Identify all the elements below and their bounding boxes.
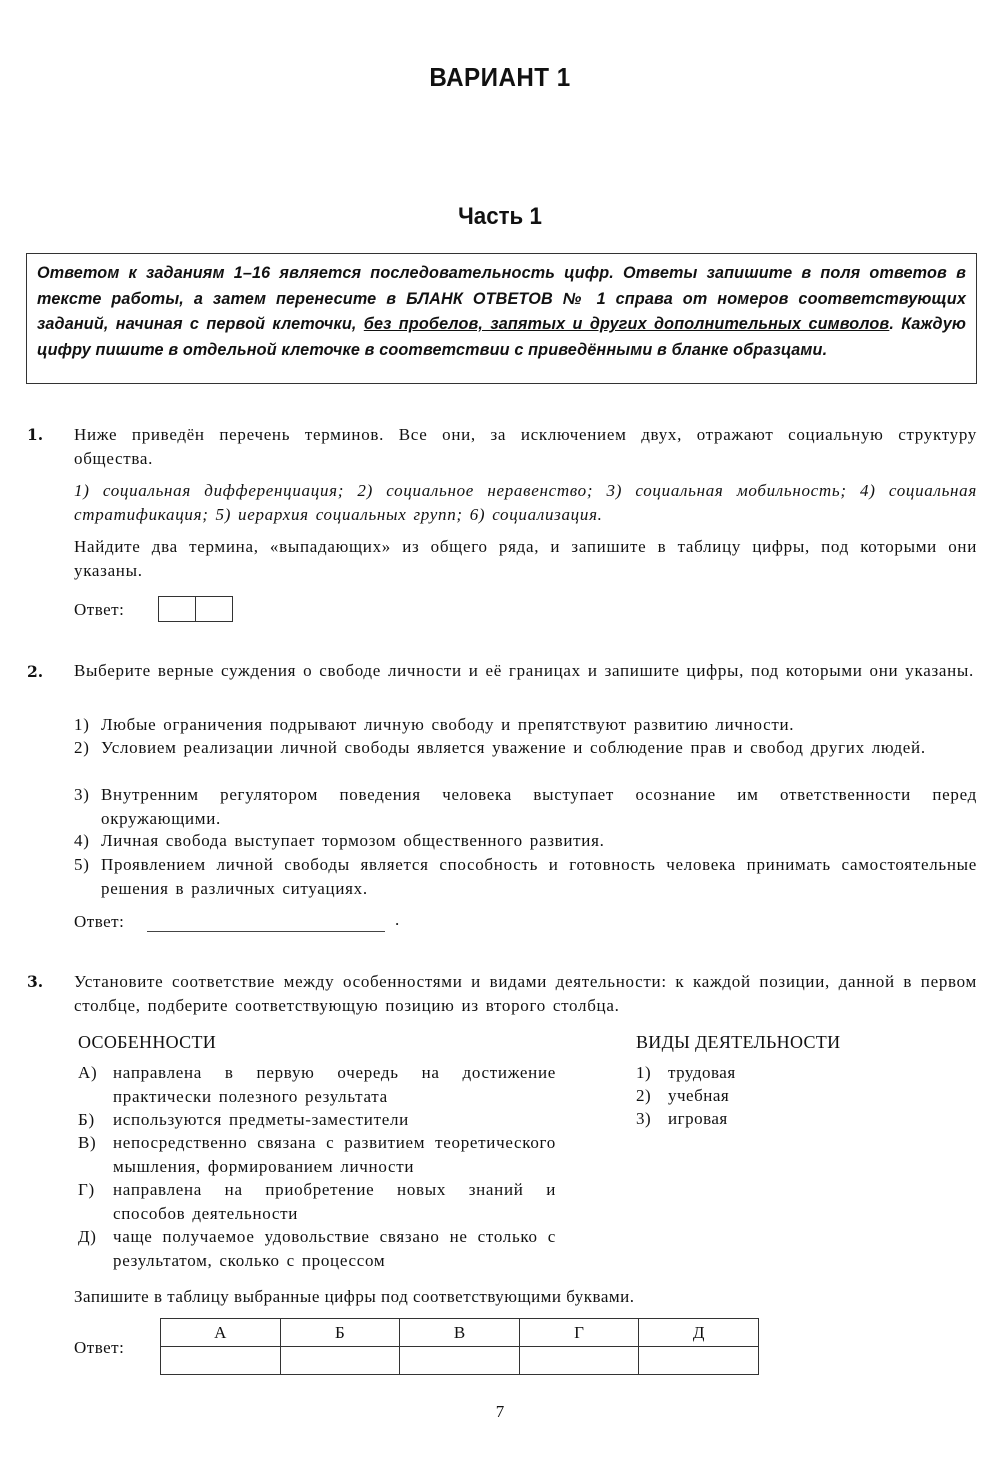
kind-3: [636, 1107, 728, 1131]
kind-number: 2): [636, 1086, 652, 1105]
variant-title: ВАРИАНТ 1: [429, 62, 571, 92]
kind-number: 1): [636, 1063, 652, 1082]
answer-cell-v[interactable]: [400, 1347, 520, 1375]
task-2-option-2: [74, 736, 977, 760]
task-2-answer-input[interactable]: [147, 931, 385, 932]
task-2-prompt: Выберите верные суждения о свободе личности и её границах и запишите цифры, под которыми они указаны.: [74, 661, 974, 680]
option-text: Проявлением личной свободы является способность и готовность человека принимать самостоятельные решения в различных ситуациях.: [101, 855, 977, 898]
task-1-instruction: Найдите два термина, «выпадающих» из общего ряда, и запишите в таблицу цифры, под которыми они указаны.: [74, 537, 977, 580]
instruction-underlined-text: без пробелов, запятых и других дополнительных символов: [363, 315, 890, 333]
task-1-terms: 1) социальная дифференциация; 2) социальное неравенство; 3) социальная мобильность; 4) социальная стратификация; 5) иерархия социальных групп; 6) социализация.: [74, 481, 977, 524]
kind-text: учебная: [668, 1086, 730, 1105]
feature-letter: Б): [78, 1110, 95, 1129]
task-2-option-5: [74, 853, 977, 900]
option-text: Внутренним регулятором поведения человека выступает осознание им ответственности перед окружающими.: [101, 785, 977, 828]
task-2-number: 2.: [27, 662, 44, 681]
page-number: 7: [495, 1402, 505, 1421]
kind-text: игровая: [668, 1109, 728, 1128]
feature-v: [78, 1131, 556, 1178]
task-2-answer-label: Ответ:: [74, 912, 125, 931]
answer-cell-d[interactable]: [639, 1347, 759, 1375]
kind-2: [636, 1084, 729, 1108]
feature-text: направлена в первую очередь на достижение практически полезного результата: [113, 1063, 556, 1106]
answer-table-header-a: А: [161, 1319, 281, 1347]
kind-text: трудовая: [668, 1063, 736, 1082]
instruction-box: [26, 253, 977, 384]
task-3-answer-label: Ответ:: [74, 1338, 125, 1357]
task-3-prompt: Установите соответствие между особенностями и видами деятельности: к каждой позиции, данной в первом столбце, подберите соответствующую позицию из второго столбца.: [74, 972, 977, 1015]
feature-letter: Д): [78, 1227, 97, 1246]
task-1-number: 1.: [27, 425, 44, 444]
task-2-option-4: [74, 829, 977, 853]
kind-number: 3): [636, 1109, 652, 1128]
answer-cell-a[interactable]: [161, 1347, 281, 1375]
feature-letter: Г): [78, 1180, 95, 1199]
feature-text: используются предметы-заместители: [113, 1110, 409, 1129]
task-3-answer-table: [160, 1318, 759, 1375]
feature-text: непосредственно связана с развитием теоретического мышления, формированием личности: [113, 1133, 556, 1176]
answer-cell-g[interactable]: [519, 1347, 639, 1375]
option-number: 3): [74, 785, 90, 804]
features-column-header: ОСОБЕННОСТИ: [78, 1032, 217, 1052]
task-1-answer-cell-2[interactable]: [195, 596, 233, 622]
feature-letter: В): [78, 1133, 97, 1152]
instruction-text-end: . Каждую цифру пишите в отдельной клеточке в соответствии с приведёнными в бланке образцами.: [37, 315, 967, 359]
answer-table-header-v: В: [400, 1319, 520, 1347]
task-1-answer-label: Ответ:: [74, 600, 125, 619]
task-3-table-instruction: Запишите в таблицу выбранные цифры под соответствующими буквами.: [74, 1287, 635, 1306]
option-text: Любые ограничения подрывают личную свободу и препятствуют развитию личности.: [101, 715, 795, 734]
answer-cell-b[interactable]: [280, 1347, 400, 1375]
option-number: 1): [74, 715, 90, 734]
feature-text: направлена на приобретение новых знаний и способов деятельности: [113, 1180, 556, 1223]
option-number: 5): [74, 855, 90, 874]
instruction-text: Ответом к заданиям 1–16 является последовательность цифр. Ответы запишите в поля ответов в тексте работы, а затем перенесите в БЛАНК ОТВЕТОВ № 1 справа от номеров соответствующих заданий, начиная с первой клеточки,: [37, 264, 966, 333]
answer-table-header-d: Д: [639, 1319, 759, 1347]
answer-table-value-row: [161, 1347, 759, 1375]
feature-letter: А): [78, 1063, 98, 1082]
option-text: Условием реализации личной свободы является уважение и соблюдение прав и свобод других людей.: [101, 738, 926, 757]
answer-table-header-b: Б: [280, 1319, 400, 1347]
task-1-answer-cell-1[interactable]: [158, 596, 196, 622]
feature-b: [78, 1108, 556, 1132]
option-number: 4): [74, 831, 90, 850]
option-text: Личная свобода выступает тормозом общественного развития.: [101, 831, 605, 850]
task-2-option-1: [74, 713, 977, 737]
kinds-column-header: ВИДЫ ДЕЯТЕЛЬНОСТИ: [636, 1032, 841, 1052]
answer-table-header-row: [161, 1319, 759, 1347]
option-number: 2): [74, 738, 90, 757]
feature-g: [78, 1178, 556, 1225]
feature-text: чаще получаемое удовольствие связано не столько с результатом, сколько с процессом: [113, 1227, 556, 1270]
kind-1: [636, 1061, 736, 1085]
feature-a: [78, 1061, 556, 1108]
task-3-number: 3.: [27, 972, 44, 991]
part-title: Часть 1: [458, 203, 542, 230]
task-1-prompt: Ниже приведён перечень терминов. Все они, за исключением двух, отражают социальную структуру общества.: [74, 425, 977, 468]
task-2-option-3: [74, 783, 977, 830]
answer-table-header-g: Г: [519, 1319, 639, 1347]
feature-d: [78, 1225, 556, 1272]
task-2-answer-period: .: [395, 910, 400, 929]
